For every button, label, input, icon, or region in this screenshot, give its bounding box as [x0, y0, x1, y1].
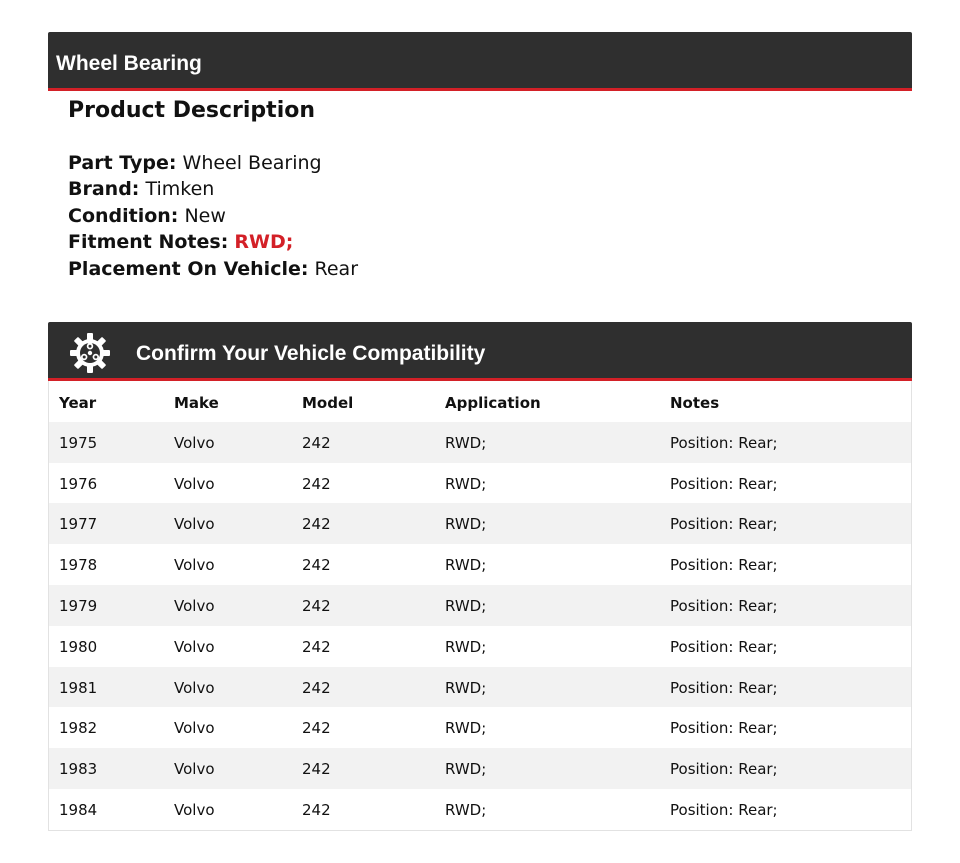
- cell-notes: Position: Rear;: [670, 637, 778, 656]
- cell-notes: Position: Rear;: [670, 474, 778, 493]
- cell-application: RWD;: [445, 800, 487, 819]
- compatibility-title: Confirm Your Vehicle Compatibility: [136, 342, 486, 365]
- cell-model: 242: [302, 556, 331, 575]
- column-header: Model: [302, 394, 354, 412]
- cell-make: Volvo: [174, 678, 215, 697]
- cell-notes: Position: Rear;: [670, 719, 778, 738]
- spec-label: Brand:: [68, 178, 140, 201]
- cell-year: 1982: [59, 719, 98, 738]
- cell-application: RWD;: [445, 515, 487, 534]
- table-row: [49, 667, 911, 708]
- spec-row: [68, 176, 358, 202]
- product-title: Wheel Bearing: [56, 52, 202, 75]
- cell-make: Volvo: [174, 637, 215, 656]
- cell-year: 1977: [59, 515, 98, 534]
- spec-label: Placement On Vehicle:: [68, 257, 309, 280]
- spec-value: Rear: [314, 257, 359, 280]
- table-header-row: [49, 381, 911, 422]
- cell-model: 242: [302, 433, 331, 452]
- cell-year: 1980: [59, 637, 98, 656]
- cell-make: Volvo: [174, 474, 215, 493]
- column-header: Application: [445, 394, 541, 412]
- spec-value: Timken: [145, 178, 215, 201]
- spec-value: Wheel Bearing: [182, 152, 322, 174]
- cell-make: Volvo: [174, 515, 215, 534]
- compatibility-table: [48, 381, 912, 831]
- cell-application: RWD;: [445, 637, 487, 656]
- cell-model: 242: [302, 596, 331, 615]
- cell-model: 242: [302, 719, 331, 738]
- cell-application: RWD;: [445, 719, 487, 738]
- compatibility-title-bar: [48, 322, 912, 381]
- cell-make: Volvo: [174, 556, 215, 575]
- cell-make: Volvo: [174, 800, 215, 819]
- spec-row: [68, 150, 358, 176]
- cell-year: 1981: [59, 678, 98, 697]
- cell-application: RWD;: [445, 556, 487, 575]
- cell-year: 1979: [59, 596, 98, 615]
- cell-application: RWD;: [445, 760, 487, 779]
- cell-notes: Position: Rear;: [670, 596, 778, 615]
- column-header: Make: [174, 394, 219, 412]
- product-description-section: [68, 96, 315, 126]
- spec-row: [68, 256, 358, 282]
- cell-notes: Position: Rear;: [670, 678, 778, 697]
- cell-notes: Position: Rear;: [670, 800, 778, 819]
- cell-notes: Position: Rear;: [670, 760, 778, 779]
- column-header: Notes: [670, 394, 720, 412]
- cell-application: RWD;: [445, 474, 487, 493]
- cell-make: Volvo: [174, 760, 215, 779]
- cell-notes: Position: Rear;: [670, 515, 778, 534]
- cell-make: Volvo: [174, 433, 215, 452]
- cell-year: 1978: [59, 556, 98, 575]
- table-row: [49, 422, 911, 463]
- gear-icon: [68, 331, 112, 375]
- spec-list: [68, 150, 358, 282]
- table-row: [49, 707, 911, 748]
- cell-year: 1983: [59, 760, 98, 779]
- cell-model: 242: [302, 637, 331, 656]
- product-title-bar: [48, 32, 912, 91]
- cell-model: 242: [302, 515, 331, 534]
- spec-label: Condition:: [68, 204, 179, 227]
- cell-year: 1976: [59, 474, 98, 493]
- cell-make: Volvo: [174, 719, 215, 738]
- table-row: [49, 626, 911, 667]
- cell-year: 1984: [59, 800, 98, 819]
- cell-model: 242: [302, 474, 331, 493]
- table-row: [49, 503, 911, 544]
- spec-label: Fitment Notes:: [68, 231, 229, 254]
- table-row: [49, 789, 911, 830]
- cell-notes: Position: Rear;: [670, 433, 778, 452]
- cell-application: RWD;: [445, 678, 487, 697]
- cell-application: RWD;: [445, 433, 487, 452]
- cell-model: 242: [302, 760, 331, 779]
- spec-row: [68, 229, 358, 255]
- spec-value: New: [184, 204, 226, 227]
- table-row: [49, 585, 911, 626]
- spec-row: [68, 203, 358, 229]
- cell-application: RWD;: [445, 596, 487, 615]
- table-row: [49, 463, 911, 504]
- cell-year: 1975: [59, 433, 98, 452]
- description-heading: Product Description: [68, 98, 316, 123]
- cell-model: 242: [302, 678, 331, 697]
- table-row: [49, 748, 911, 789]
- cell-model: 242: [302, 800, 331, 819]
- cell-notes: Position: Rear;: [670, 556, 778, 575]
- table-row: [49, 544, 911, 585]
- spec-label: Part Type:: [68, 152, 177, 174]
- cell-make: Volvo: [174, 596, 215, 615]
- spec-value: RWD;: [234, 231, 294, 254]
- column-header: Year: [59, 394, 97, 412]
